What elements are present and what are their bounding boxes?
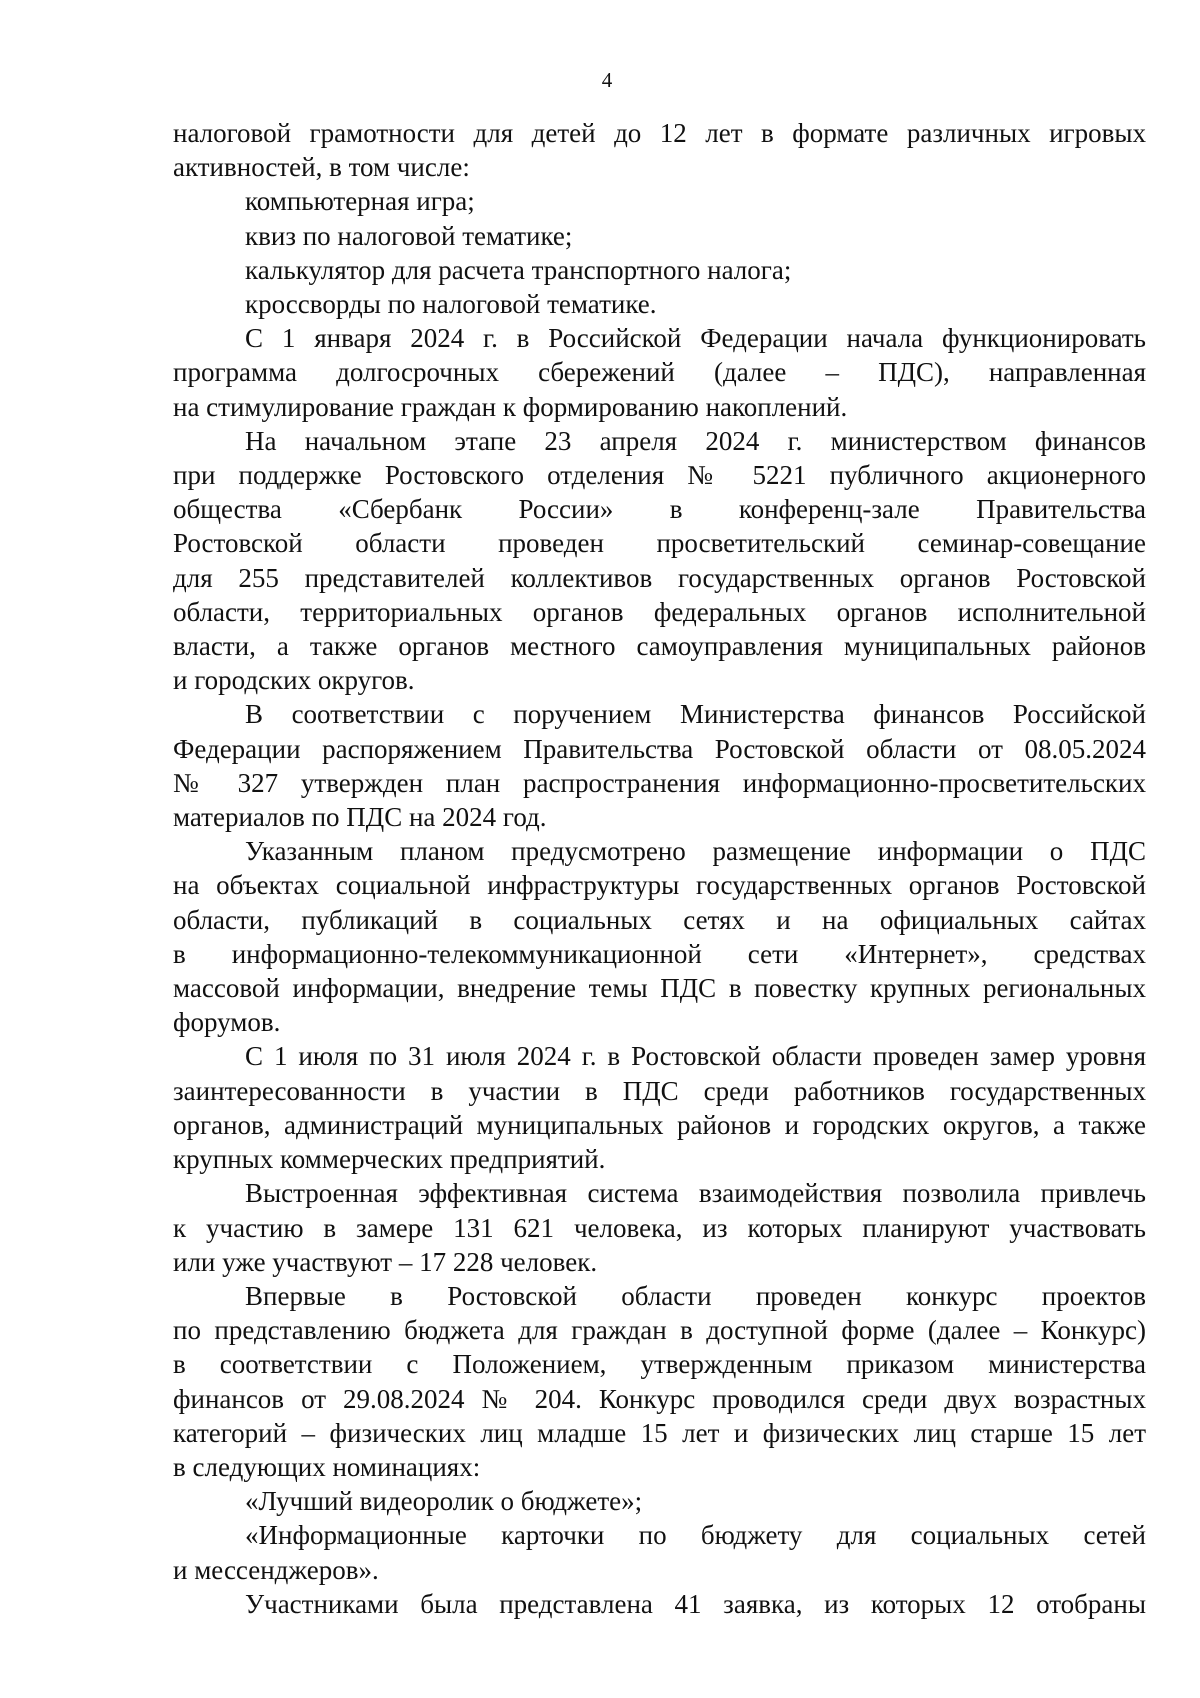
text-line: в соответствии с Положением, утвержденным приказом министерства: [173, 1349, 1146, 1380]
list-item: калькулятор для расчета транспортного налога;: [245, 254, 792, 285]
text-line: Федерации распоряжением Правительства Ростовской области от 08.05.2024: [173, 733, 1146, 764]
list-nominations: [173, 1484, 1146, 1587]
text-line: Ростовской области проведен просветительский семинар-совещание: [173, 528, 1146, 559]
paragraph-applications: [173, 1587, 1146, 1621]
text-line: категорий – физических лиц младше 15 лет и физических лиц старше 15 лет: [173, 1417, 1146, 1448]
text-line: области, публикаций в социальных сетях и на официальных сайтах: [173, 904, 1146, 935]
text-line: в информационно-телекоммуникационной сети «Интернет», средствах: [173, 938, 1146, 969]
text-line: на стимулирование граждан к формированию накоплений.: [173, 391, 848, 422]
text-line: В соответствии с поручением Министерства финансов Российской: [245, 699, 1146, 730]
text-line: активностей, в том числе:: [173, 152, 470, 183]
list-game-activities: [173, 184, 1146, 321]
list-item: компьютерная игра;: [245, 186, 475, 217]
text-line: Выстроенная эффективная система взаимодействия позволила привлечь: [245, 1178, 1146, 1209]
text-line: по представлению бюджета для граждан в доступной форме (далее – Конкурс): [173, 1315, 1146, 1346]
list-item: «Лучший видеоролик о бюджете»;: [245, 1486, 643, 1517]
text-line: при поддержке Ростовского отделения № 5221 публичного акционерного: [173, 460, 1146, 491]
text-line: на объектах социальной инфраструктуры государственных органов Ростовской: [173, 870, 1146, 901]
text-line: общества «Сбербанк России» в конференц-зале Правительства: [173, 494, 1146, 525]
paragraph-seminar: [173, 424, 1146, 698]
text-line: заинтересованности в участии в ПДС среди работников государственных: [173, 1075, 1146, 1106]
text-line: в следующих номинациях:: [173, 1451, 481, 1482]
paragraph-pds-program: [173, 321, 1146, 424]
list-item: квиз по налоговой тематике;: [245, 220, 573, 251]
text-line: и городских округов.: [173, 665, 415, 696]
text-line: материалов по ПДС на 2024 год.: [173, 802, 547, 833]
text-line: к участию в замере 131 621 человека, из которых планируют участвовать: [173, 1212, 1146, 1243]
paragraph-tax-literacy-continuation: [173, 116, 1146, 184]
text-line: С 1 июля по 31 июля 2024 г. в Ростовской области проведен замер уровня: [245, 1041, 1146, 1072]
text-line: На начальном этапе 23 апреля 2024 г. министерством финансов: [245, 425, 1146, 456]
document-body: [173, 116, 1146, 1621]
text-line: № 327 утвержден план распространения информационно-просветительских: [173, 767, 1146, 798]
text-line: или уже участвуют – 17 228 человек.: [173, 1246, 598, 1277]
text-line: Участниками была представлена 41 заявка, из которых 12 отобраны: [245, 1588, 1146, 1619]
text-line: области, территориальных органов федеральных органов исполнительной: [173, 596, 1146, 627]
list-item: «Информационные карточки по бюджету для социальных сетей: [245, 1520, 1146, 1551]
text-line: С 1 января 2024 г. в Российской Федерации начала функционировать: [245, 323, 1146, 354]
text-line: форумов.: [173, 1007, 281, 1038]
paragraph-plan: [173, 834, 1146, 1039]
text-line: Указанным планом предусмотрено размещение информации о ПДС: [245, 836, 1146, 867]
text-line: Впервые в Ростовской области проведен конкурс проектов: [245, 1280, 1146, 1311]
paragraph-survey: [173, 1039, 1146, 1176]
text-line: власти, а также органов местного самоуправления муниципальных районов: [173, 631, 1146, 662]
text-line: программа долгосрочных сбережений (далее – ПДС), направленная: [173, 357, 1146, 388]
paragraph-contest: [173, 1279, 1146, 1484]
text-line: для 255 представителей коллективов государственных органов Ростовской: [173, 562, 1146, 593]
text-line: органов, администраций муниципальных районов и городских округов, а также: [173, 1109, 1146, 1140]
list-item: кроссворды по налоговой тематике.: [245, 289, 657, 320]
page-number: 4: [601, 68, 613, 92]
paragraph-ministry-order: [173, 697, 1146, 834]
text-line: налоговой грамотности для детей до 12 лет в формате различных игровых: [173, 118, 1146, 148]
paragraph-participation: [173, 1176, 1146, 1279]
text-line: массовой информации, внедрение темы ПДС в повестку крупных региональных: [173, 973, 1146, 1004]
text-line: финансов от 29.08.2024 № 204. Конкурс проводился среди двух возрастных: [173, 1383, 1146, 1414]
list-item-continuation: и мессенджеров».: [173, 1554, 379, 1585]
text-line: крупных коммерческих предприятий.: [173, 1144, 606, 1175]
